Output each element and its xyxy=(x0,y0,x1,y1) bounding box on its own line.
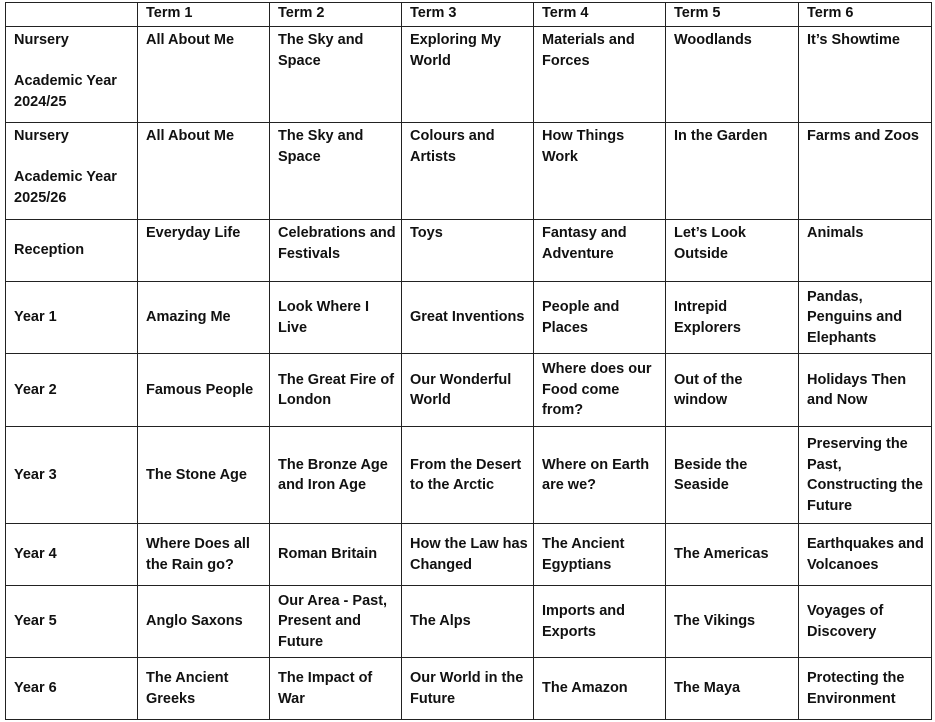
table-cell: Exploring My World xyxy=(402,27,534,123)
table-cell: Everyday Life xyxy=(138,220,270,282)
table-cell: Earthquakes and Volcanoes xyxy=(799,524,932,586)
table-cell: The Amazon xyxy=(534,658,666,720)
table-cell: The Vikings xyxy=(666,586,799,658)
table-cell: It’s Showtime xyxy=(799,27,932,123)
table-row xyxy=(6,282,932,354)
table-cell: The Sky and Space xyxy=(270,123,402,220)
row-label: Year 3 xyxy=(6,427,138,524)
row-label: Reception xyxy=(6,220,138,282)
table-cell: All About Me xyxy=(138,27,270,123)
row-label: Year 6 xyxy=(6,658,138,720)
table-cell: Look Where I Live xyxy=(270,282,402,354)
table-cell: Pandas, Penguins and Elephants xyxy=(799,282,932,354)
table-cell: The Bronze Age and Iron Age xyxy=(270,427,402,524)
table-cell: Where does our Food come from? xyxy=(534,354,666,427)
table-cell: How the Law has Changed xyxy=(402,524,534,586)
table-row xyxy=(6,427,932,524)
table-cell: Celebrations and Festivals xyxy=(270,220,402,282)
table-cell: The Maya xyxy=(666,658,799,720)
header-row xyxy=(6,3,932,27)
table-cell: Materials and Forces xyxy=(534,27,666,123)
table-cell: Our World in the Future xyxy=(402,658,534,720)
curriculum-table xyxy=(5,2,932,720)
table-cell: Let’s Look Outside xyxy=(666,220,799,282)
table-cell: The Ancient Egyptians xyxy=(534,524,666,586)
table-row xyxy=(6,586,932,658)
table-cell: Roman Britain xyxy=(270,524,402,586)
table-row xyxy=(6,354,932,427)
term-header-2: Term 2 xyxy=(270,3,402,27)
table-cell: Beside the Seaside xyxy=(666,427,799,524)
table-cell: Animals xyxy=(799,220,932,282)
row-label-line2: Academic Year 2025/26 xyxy=(14,169,121,206)
term-header-1: Term 1 xyxy=(138,3,270,27)
table-cell: Our Wonderful World xyxy=(402,354,534,427)
table-row xyxy=(6,658,932,720)
table-cell: Toys xyxy=(402,220,534,282)
row-label: Year 1 xyxy=(6,282,138,354)
table-cell: The Impact of War xyxy=(270,658,402,720)
row-label: Year 2 xyxy=(6,354,138,427)
row-label-line2: Academic Year 2024/25 xyxy=(14,73,121,110)
term-header-5: Term 5 xyxy=(666,3,799,27)
table-row xyxy=(6,220,932,282)
row-label xyxy=(6,123,138,220)
table-cell: The Americas xyxy=(666,524,799,586)
term-header-6: Term 6 xyxy=(799,3,932,27)
row-label: Year 4 xyxy=(6,524,138,586)
row-label-line1: Nursery xyxy=(14,32,69,48)
table-cell: Preserving the Past, Constructing the Future xyxy=(799,427,932,524)
table-cell: The Stone Age xyxy=(138,427,270,524)
table-cell: People and Places xyxy=(534,282,666,354)
table-cell: From the Desert to the Arctic xyxy=(402,427,534,524)
table-row xyxy=(6,123,932,220)
table-cell: Colours and Artists xyxy=(402,123,534,220)
term-header-4: Term 4 xyxy=(534,3,666,27)
table-cell: Out of the window xyxy=(666,354,799,427)
table-cell: Protecting the Environment xyxy=(799,658,932,720)
table-cell: All About Me xyxy=(138,123,270,220)
table-row xyxy=(6,524,932,586)
table-cell: The Sky and Space xyxy=(270,27,402,123)
table-cell: Where on Earth are we? xyxy=(534,427,666,524)
table-cell: Amazing Me xyxy=(138,282,270,354)
table-cell: Intrepid Explorers xyxy=(666,282,799,354)
table-cell: Fantasy and Adventure xyxy=(534,220,666,282)
row-label: Year 5 xyxy=(6,586,138,658)
table-cell: Farms and Zoos xyxy=(799,123,932,220)
table-cell: Imports and Exports xyxy=(534,586,666,658)
table-cell: How Things Work xyxy=(534,123,666,220)
row-label xyxy=(6,27,138,123)
table-cell: Famous People xyxy=(138,354,270,427)
row-label-line1: Nursery xyxy=(14,128,69,144)
table-row xyxy=(6,27,932,123)
table-cell: The Great Fire of London xyxy=(270,354,402,427)
table-cell: The Alps xyxy=(402,586,534,658)
table-cell: Where Does all the Rain go? xyxy=(138,524,270,586)
table-cell: Holidays Then and Now xyxy=(799,354,932,427)
table-cell: In the Garden xyxy=(666,123,799,220)
table-cell: Great Inventions xyxy=(402,282,534,354)
table-cell: Voyages of Discovery xyxy=(799,586,932,658)
table-cell: Anglo Saxons xyxy=(138,586,270,658)
table-cell: The Ancient Greeks xyxy=(138,658,270,720)
corner-cell xyxy=(6,3,138,27)
table-cell: Our Area - Past, Present and Future xyxy=(270,586,402,658)
term-header-3: Term 3 xyxy=(402,3,534,27)
table-cell: Woodlands xyxy=(666,27,799,123)
